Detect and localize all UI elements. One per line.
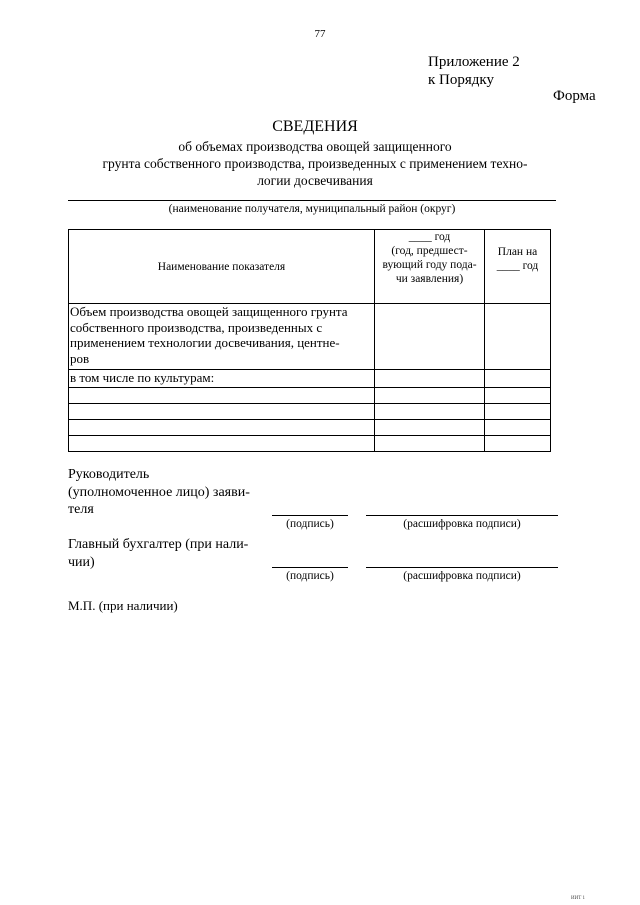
volume-line: ров [70,350,90,366]
accountant-signatory-label [68,536,248,571]
empty-cell[interactable] [375,370,485,388]
accountant-line: чии) [68,554,95,570]
volume-line: Объем производства овощей защищенного грунта [70,304,348,319]
recipient-caption: (наименование получателя, муниципальный район (округ) [168,203,456,215]
document-subtitle [60,138,570,189]
header-year-line: (год, предшест- [391,245,468,257]
by-crop-cell [69,370,375,388]
header-previous-year [375,230,485,304]
empty-cell[interactable] [485,370,551,388]
accountant-decoding-line[interactable] [366,567,558,568]
header-indicator [69,230,375,304]
volume-plan-cell[interactable] [485,304,551,370]
header-plan [485,230,551,304]
subtitle-line-2: грунта собственного производства, произведенных с применением техно- [102,156,528,171]
head-line: Руководитель [68,467,150,482]
accountant-decoding-caption: (расшифровка подписи) [403,570,521,582]
table-row [69,420,551,436]
crop-name-cell[interactable] [69,420,375,436]
page-number: 77 [314,28,326,40]
stamp-note: М.П. (при наличии) [68,598,178,613]
head-decoding-line[interactable] [366,515,558,516]
volume-previous-year-cell[interactable] [375,304,485,370]
crop-name-cell[interactable] [69,404,375,420]
form-label: Форма [553,88,596,104]
subtitle-line-1: об объемах производства овощей защищенного [178,139,452,154]
empty-cell[interactable] [375,420,485,436]
empty-cell[interactable] [375,388,485,404]
table-row [69,370,551,388]
head-signature-line[interactable] [272,515,348,516]
head-line: теля [68,502,94,517]
production-table [68,229,551,452]
head-signatory-label [68,466,250,519]
empty-cell[interactable] [485,436,551,452]
header-plan-line: ____ год [496,260,539,272]
crop-name-cell[interactable] [69,388,375,404]
empty-cell[interactable] [375,404,485,420]
volume-indicator-cell [69,304,375,370]
footer-code: ИИТ 1 [571,896,586,901]
appendix-order-line: к Порядку [428,72,494,88]
header-plan-line: План на [497,246,538,258]
recipient-name-line [68,200,556,201]
empty-cell[interactable] [485,404,551,420]
accountant-signature-line[interactable] [272,567,348,568]
header-year-line: ____ год [408,231,451,243]
accountant-line: Главный бухгалтер (при нали- [68,537,249,552]
crop-name-cell[interactable] [69,436,375,452]
empty-cell[interactable] [375,436,485,452]
header-year-line: чи заявления) [395,273,464,285]
table-header-row [69,230,551,304]
appendix-reference [428,53,520,89]
volume-line: собственного производства, произведенных с [70,319,323,335]
table-row [69,436,551,452]
document-title: СВЕДЕНИЯ [272,118,358,135]
appendix-line: Приложение 2 [428,54,520,70]
table-row [69,404,551,420]
empty-cell[interactable] [485,420,551,436]
table-row [69,388,551,404]
head-signature-caption: (подпись) [286,518,334,530]
volume-line: применением технологии досвечивания, центне- [70,335,340,350]
subtitle-line-3: логии досвечивания [257,173,373,188]
accountant-signature-caption: (подпись) [286,570,334,582]
header-indicator-label: Наименование показателя [157,260,286,273]
empty-cell[interactable] [485,388,551,404]
head-decoding-caption: (расшифровка подписи) [403,518,521,530]
by-crop-label: в том числе по культурам: [70,370,215,385]
table-row [69,304,551,370]
head-line: (уполномоченное лицо) заяви- [68,484,250,500]
header-year-line: вующий году пода- [382,259,477,271]
